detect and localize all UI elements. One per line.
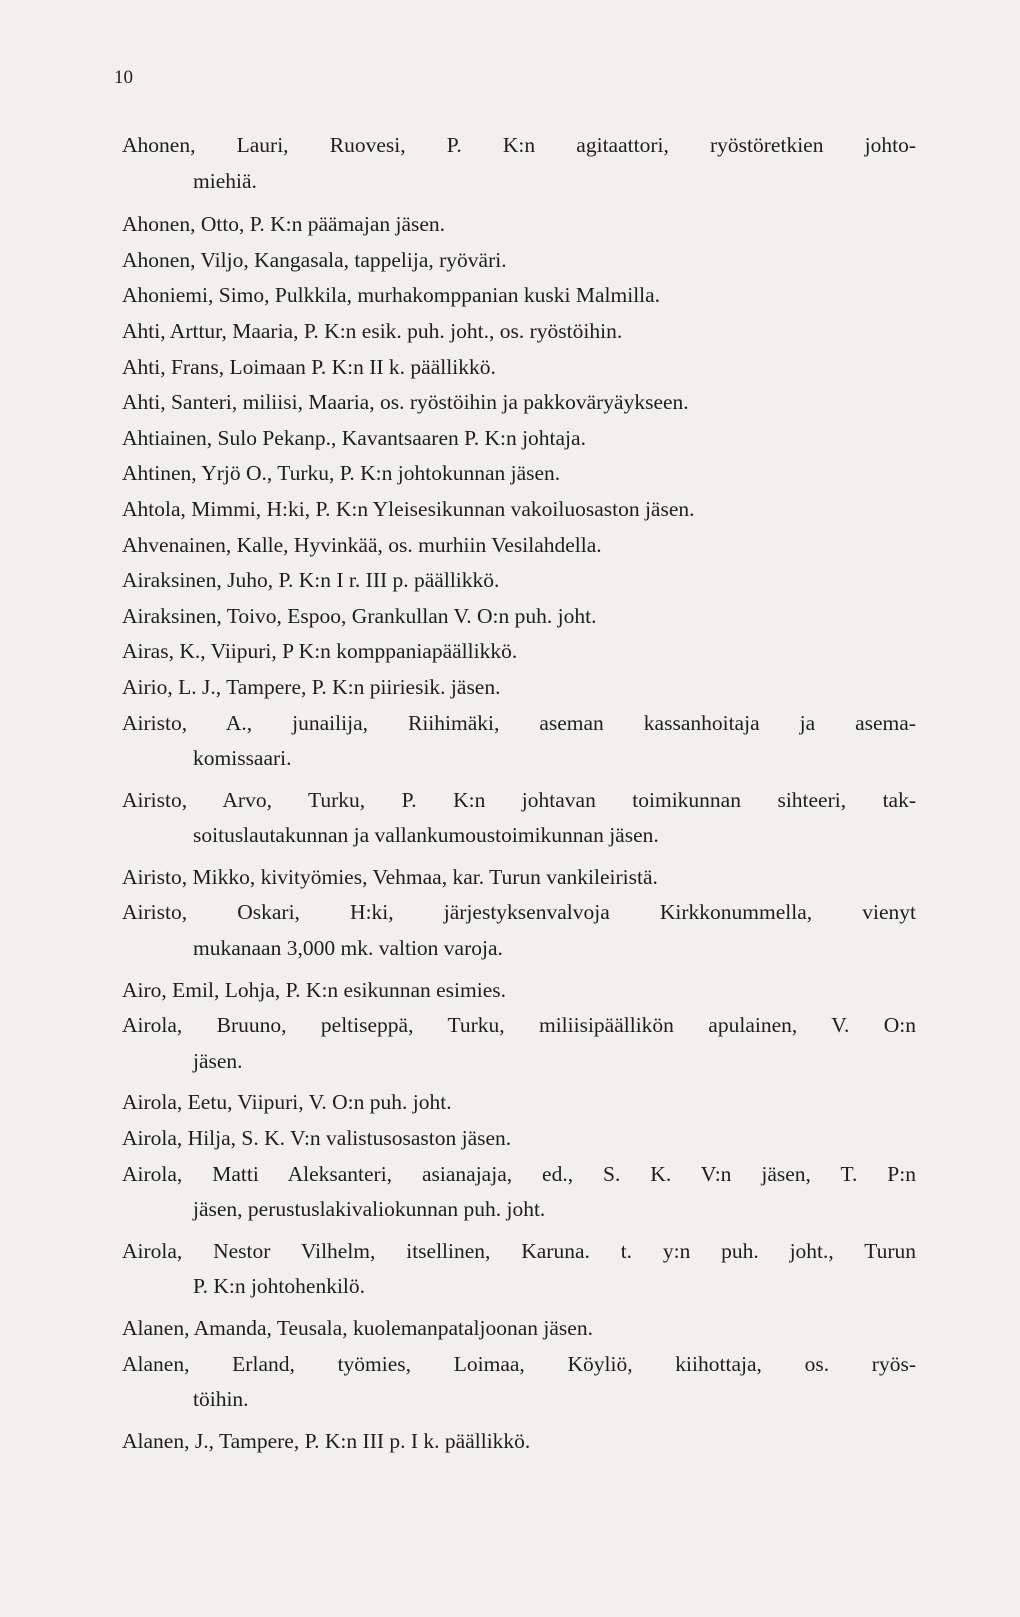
entry-list bbox=[122, 128, 916, 1459]
entry-continuation-line: komissaari. bbox=[193, 746, 292, 771]
entry-continuation-line: jäsen, perustuslakivaliokunnan puh. joht. bbox=[193, 1197, 546, 1222]
entry-line: Airisto, Arvo, Turku, P. K:n johtavan toimikunnan sihteeri, tak- bbox=[122, 787, 916, 812]
entry-line: Ahtinen, Yrjö O., Turku, P. K:n johtokunnan jäsen. bbox=[122, 461, 561, 486]
list-item bbox=[122, 860, 916, 896]
entry-line: Ahti, Santeri, miliisi, Maaria, os. ryöstöihin ja pakkoväryäykseen. bbox=[122, 390, 689, 415]
list-item bbox=[122, 1424, 916, 1460]
list-item bbox=[122, 314, 916, 350]
list-item bbox=[122, 421, 916, 457]
entry-line: Ahti, Arttur, Maaria, P. K:n esik. puh. joht., os. ryöstöihin. bbox=[122, 318, 623, 343]
entry-line: Airola, Bruuno, peltiseppä, Turku, miliisipäällikön apulainen, V. O:n bbox=[122, 1013, 916, 1038]
entry-line: Airola, Nestor Vilhelm, itsellinen, Karuna. t. y:n puh. joht., Turun bbox=[122, 1238, 916, 1263]
entry-line: Airisto, Mikko, kivityömies, Vehmaa, kar. Turun vankileiristä. bbox=[122, 864, 658, 889]
list-item bbox=[122, 634, 916, 670]
list-item bbox=[122, 243, 916, 279]
list-item bbox=[122, 783, 916, 854]
entry-line: Ahoniemi, Simo, Pulkkila, murhakomppanian kuski Malmilla. bbox=[122, 283, 661, 308]
list-item bbox=[122, 670, 916, 706]
list-item bbox=[122, 528, 916, 564]
entry-line: Airas, K., Viipuri, P K:n komppaniapäällikkö. bbox=[122, 639, 518, 664]
entry-line: Ahonen, Lauri, Ruovesi, P. K:n agitaattori, ryöstöretkien johto- bbox=[122, 133, 916, 157]
entry-line: Alanen, Erland, työmies, Loimaa, Köyliö, kiihottaja, os. ryös- bbox=[122, 1351, 916, 1376]
entry-line: Airola, Matti Aleksanteri, asianajaja, ed., S. K. V:n jäsen, T. P:n bbox=[122, 1161, 916, 1186]
entry-continuation-line: soituslautakunnan ja vallankumoustoimikunnan jäsen. bbox=[193, 823, 659, 848]
list-item bbox=[122, 492, 916, 528]
list-item bbox=[122, 1085, 916, 1121]
entry-line: Airaksinen, Toivo, Espoo, Grankullan V. O:n puh. joht. bbox=[122, 603, 597, 628]
entry-line: Ahtola, Mimmi, H:ki, P. K:n Yleisesikunnan vakoiluosaston jäsen. bbox=[122, 496, 695, 521]
entry-line: Airo, Emil, Lohja, P. K:n esikunnan esimies. bbox=[122, 977, 506, 1002]
entry-line: Ahvenainen, Kalle, Hyvinkää, os. murhiin Vesilahdella. bbox=[122, 532, 602, 557]
entry-continuation-line: miehiä. bbox=[193, 168, 257, 193]
list-item bbox=[122, 207, 916, 243]
page-number: 10 bbox=[114, 67, 133, 88]
entry-line: Airola, Eetu, Viipuri, V. O:n puh. joht. bbox=[122, 1090, 452, 1115]
entry-line: Airisto, Oskari, H:ki, järjestyksenvalvoja Kirkkonummella, vienyt bbox=[122, 900, 916, 925]
list-item bbox=[122, 973, 916, 1009]
list-item bbox=[122, 563, 916, 599]
entry-line: Airio, L. J., Tampere, P. K:n piiriesik. jäsen. bbox=[122, 674, 501, 699]
list-item bbox=[122, 456, 916, 492]
list-item bbox=[122, 1347, 916, 1418]
list-item bbox=[122, 1157, 916, 1228]
list-item bbox=[122, 128, 916, 199]
list-item bbox=[122, 706, 916, 777]
entry-line: Ahtiainen, Sulo Pekanp., Kavantsaaren P. K:n johtaja. bbox=[122, 425, 586, 450]
entry-continuation-line: töihin. bbox=[193, 1387, 249, 1412]
entry-continuation-line: P. K:n johtohenkilö. bbox=[193, 1274, 366, 1299]
entry-line: Airaksinen, Juho, P. K:n I r. III p. päällikkö. bbox=[122, 568, 500, 593]
list-item bbox=[122, 1008, 916, 1079]
list-item bbox=[122, 278, 916, 314]
entry-line: Alanen, J., Tampere, P. K:n III p. I k. päällikkö. bbox=[122, 1428, 531, 1453]
entry-line: Airola, Hilja, S. K. V:n valistusosaston jäsen. bbox=[122, 1126, 512, 1151]
list-item bbox=[122, 599, 916, 635]
list-item bbox=[122, 385, 916, 421]
entry-continuation-line: jäsen. bbox=[193, 1048, 243, 1073]
entry-line: Ahti, Frans, Loimaan P. K:n II k. päällikkö. bbox=[122, 354, 496, 379]
entry-line: Ahonen, Otto, P. K:n päämajan jäsen. bbox=[122, 212, 446, 237]
list-item bbox=[122, 895, 916, 966]
entry-line: Airisto, A., junailija, Riihimäki, aseman kassanhoitaja ja asema- bbox=[122, 710, 916, 735]
entry-continuation-line: mukanaan 3,000 mk. valtion varoja. bbox=[193, 936, 503, 961]
list-item bbox=[122, 1234, 916, 1305]
list-item bbox=[122, 1121, 916, 1157]
entry-line: Alanen, Amanda, Teusala, kuolemanpataljoonan jäsen. bbox=[122, 1316, 593, 1340]
entry-line: Ahonen, Viljo, Kangasala, tappelija, ryöväri. bbox=[122, 247, 507, 272]
list-item bbox=[122, 350, 916, 386]
list-item bbox=[122, 1311, 916, 1347]
